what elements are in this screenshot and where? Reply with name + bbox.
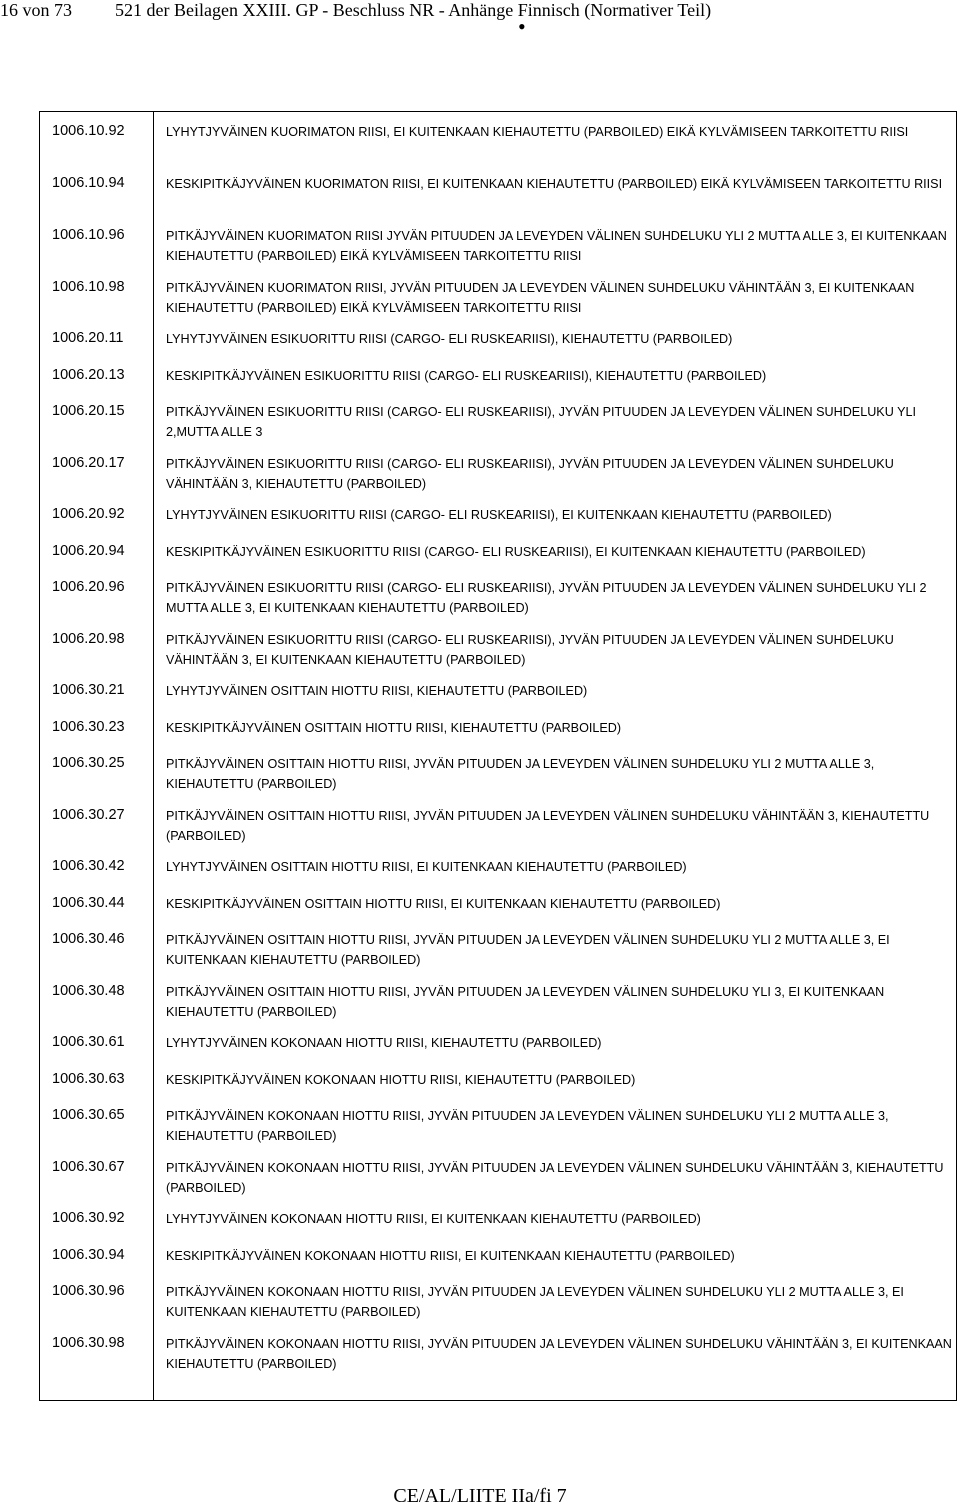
tariff-description: PITKÄJYVÄINEN OSITTAIN HIOTTU RIISI, JYVÄN PITUUDEN JA LEVEYDEN VÄLINEN SUHDELUKU YLI 2 MUTTA ALLE 3, EI KUITENKAAN KIEHAUTETTU (PARBOILED) [166,933,890,967]
tariff-description: PITKÄJYVÄINEN KUORIMATON RIISI, JYVÄN PITUUDEN JA LEVEYDEN VÄLINEN SUHDELUKU VÄHINTÄÄN 3, EI KUITENKAAN KIEHAUTETTU (PARBOILED) EIKÄ KYLVÄMISEEN TARKOITETTU RIISI [166,281,915,315]
tariff-code: 1006.20.13 [52,367,125,383]
tariff-code: 1006.30.92 [52,1210,125,1226]
tariff-code: 1006.20.92 [52,506,125,522]
tariff-code: 1006.20.11 [52,330,124,346]
tariff-description: LYHYTJYVÄINEN KOKONAAN HIOTTU RIISI, KIEHAUTETTU (PARBOILED) [166,1036,602,1050]
tariff-description: PITKÄJYVÄINEN KOKONAAN HIOTTU RIISI, JYVÄN PITUUDEN JA LEVEYDEN VÄLINEN SUHDELUKU YLI 2 MUTTA ALLE 3, KIEHAUTETTU (PARBOILED) [166,1109,889,1143]
tariff-description: PITKÄJYVÄINEN OSITTAIN HIOTTU RIISI, JYVÄN PITUUDEN JA LEVEYDEN VÄLINEN SUHDELUKU YLI 2 MUTTA ALLE 3, KIEHAUTETTU (PARBOILED) [166,757,875,791]
tariff-description: PITKÄJYVÄINEN ESIKUORITTU RIISI (CARGO- ELI RUSKEARIISI), JYVÄN PITUUDEN JA LEVEYDEN VÄLINEN SUHDELUKU YLI 2,MUTTA ALLE 3 [166,405,916,439]
tariff-code: 1006.20.94 [52,543,125,559]
tariff-code: 1006.30.94 [52,1247,125,1263]
tariff-code: 1006.30.98 [52,1335,125,1351]
tariff-code: 1006.30.48 [52,983,125,999]
tariff-code: 1006.30.67 [52,1159,125,1175]
tariff-description: KESKIPITKÄJYVÄINEN ESIKUORITTU RIISI (CARGO- ELI RUSKEARIISI), KIEHAUTETTU (PARBOILED) [166,369,767,383]
tariff-description: LYHYTJYVÄINEN KOKONAAN HIOTTU RIISI, EI KUITENKAAN KIEHAUTETTU (PARBOILED) [166,1212,701,1226]
tariff-description: PITKÄJYVÄINEN OSITTAIN HIOTTU RIISI, JYVÄN PITUUDEN JA LEVEYDEN VÄLINEN SUHDELUKU VÄHINTÄÄN 3, KIEHAUTETTU (PARBOILED) [166,809,930,843]
tariff-code: 1006.30.63 [52,1071,125,1087]
tariff-code: 1006.10.92 [52,123,125,139]
tariff-description: KESKIPITKÄJYVÄINEN KOKONAAN HIOTTU RIISI, EI KUITENKAAN KIEHAUTETTU (PARBOILED) [166,1249,735,1263]
tariff-code: 1006.20.17 [52,455,125,471]
tariff-code: 1006.30.61 [52,1034,125,1050]
tariff-description: PITKÄJYVÄINEN KOKONAAN HIOTTU RIISI, JYVÄN PITUUDEN JA LEVEYDEN VÄLINEN SUHDELUKU VÄHINTÄÄN 3, EI KUITENKAAN KIEHAUTETTU (PARBOILED) [166,1337,952,1371]
tariff-description: KESKIPITKÄJYVÄINEN OSITTAIN HIOTTU RIISI, KIEHAUTETTU (PARBOILED) [166,721,622,735]
page-number: 16 von 73 [0,0,72,20]
tariff-code: 1006.30.27 [52,807,125,823]
tariff-description: PITKÄJYVÄINEN KOKONAAN HIOTTU RIISI, JYVÄN PITUUDEN JA LEVEYDEN VÄLINEN SUHDELUKU VÄHINTÄÄN 3, KIEHAUTETTU (PARBOILED) [166,1161,944,1195]
tariff-description: PITKÄJYVÄINEN KUORIMATON RIISI JYVÄN PITUUDEN JA LEVEYDEN VÄLINEN SUHDELUKU YLI 2 MUTTA ALLE 3, EI KUITENKAAN KIEHAUTETTU (PARBOILED) EIKÄ KYLVÄMISEEN TARKOITETTU RIISI [166,229,947,263]
tariff-description: LYHYTJYVÄINEN ESIKUORITTU RIISI (CARGO- ELI RUSKEARIISI), EI KUITENKAAN KIEHAUTETTU (PARBOILED) [166,508,832,522]
tariff-code: 1006.20.98 [52,631,125,647]
tariff-description: LYHYTJYVÄINEN KUORIMATON RIISI, EI KUITENKAAN KIEHAUTETTU (PARBOILED) EIKÄ KYLVÄMISEEN TARKOITETTU RIISI [166,125,909,139]
tariff-code: 1006.30.25 [52,755,125,771]
tariff-code: 1006.20.15 [52,403,125,419]
bullet-icon: • [518,14,526,39]
tariff-description: LYHYTJYVÄINEN ESIKUORITTU RIISI (CARGO- ELI RUSKEARIISI), KIEHAUTETTU (PARBOILED) [166,332,733,346]
tariff-code: 1006.30.96 [52,1283,125,1299]
tariff-code: 1006.20.96 [52,579,125,595]
tariff-description: PITKÄJYVÄINEN OSITTAIN HIOTTU RIISI, JYVÄN PITUUDEN JA LEVEYDEN VÄLINEN SUHDELUKU YLI 3, EI KUITENKAAN KIEHAUTETTU (PARBOILED) [166,985,885,1019]
tariff-description: LYHYTJYVÄINEN OSITTAIN HIOTTU RIISI, EI KUITENKAAN KIEHAUTETTU (PARBOILED) [166,860,687,874]
tariff-code: 1006.10.98 [52,279,125,295]
tariff-code: 1006.30.46 [52,931,125,947]
tariff-code: 1006.30.42 [52,858,125,874]
column-divider [153,112,154,1400]
tariff-description: KESKIPITKÄJYVÄINEN KUORIMATON RIISI, EI KUITENKAAN KIEHAUTETTU (PARBOILED) EIKÄ KYLVÄMISEEN TARKOITETTU RIISI [166,177,943,191]
tariff-description: PITKÄJYVÄINEN ESIKUORITTU RIISI (CARGO- ELI RUSKEARIISI), JYVÄN PITUUDEN JA LEVEYDEN VÄLINEN SUHDELUKU VÄHINTÄÄN 3, EI KUITENKAAN KIEHAUTETTU (PARBOILED) [166,633,894,667]
tariff-description: KESKIPITKÄJYVÄINEN OSITTAIN HIOTTU RIISI, EI KUITENKAAN KIEHAUTETTU (PARBOILED) [166,897,721,911]
tariff-code: 1006.10.94 [52,175,125,191]
tariff-description: LYHYTJYVÄINEN OSITTAIN HIOTTU RIISI, KIEHAUTETTU (PARBOILED) [166,684,588,698]
tariff-code: 1006.30.21 [52,682,125,698]
tariff-description: PITKÄJYVÄINEN KOKONAAN HIOTTU RIISI, JYVÄN PITUUDEN JA LEVEYDEN VÄLINEN SUHDELUKU YLI 2 MUTTA ALLE 3, EI KUITENKAAN KIEHAUTETTU (PARBOILED) [166,1285,904,1319]
document-title: 521 der Beilagen XXIII. GP - Beschluss NR - Anhänge Finnisch (Normativer Teil) [115,0,712,20]
tariff-code: 1006.10.96 [52,227,125,243]
document-reference: CE/AL/LIITE IIa/fi 7 [393,1485,567,1507]
tariff-code: 1006.30.23 [52,719,125,735]
tariff-table [39,111,957,1401]
tariff-code: 1006.30.44 [52,895,125,911]
tariff-code: 1006.30.65 [52,1107,125,1123]
page-header [0,0,960,39]
tariff-description: KESKIPITKÄJYVÄINEN KOKONAAN HIOTTU RIISI, KIEHAUTETTU (PARBOILED) [166,1073,636,1087]
tariff-description: KESKIPITKÄJYVÄINEN ESIKUORITTU RIISI (CARGO- ELI RUSKEARIISI), EI KUITENKAAN KIEHAUTETTU (PARBOILED) [166,545,866,559]
tariff-description: PITKÄJYVÄINEN ESIKUORITTU RIISI (CARGO- ELI RUSKEARIISI), JYVÄN PITUUDEN JA LEVEYDEN VÄLINEN SUHDELUKU YLI 2 MUTTA ALLE 3, EI KUITENKAAN KIEHAUTETTU (PARBOILED) [166,581,927,615]
tariff-description: PITKÄJYVÄINEN ESIKUORITTU RIISI (CARGO- ELI RUSKEARIISI), JYVÄN PITUUDEN JA LEVEYDEN VÄLINEN SUHDELUKU VÄHINTÄÄN 3, KIEHAUTETTU (PARBOILED) [166,457,894,491]
